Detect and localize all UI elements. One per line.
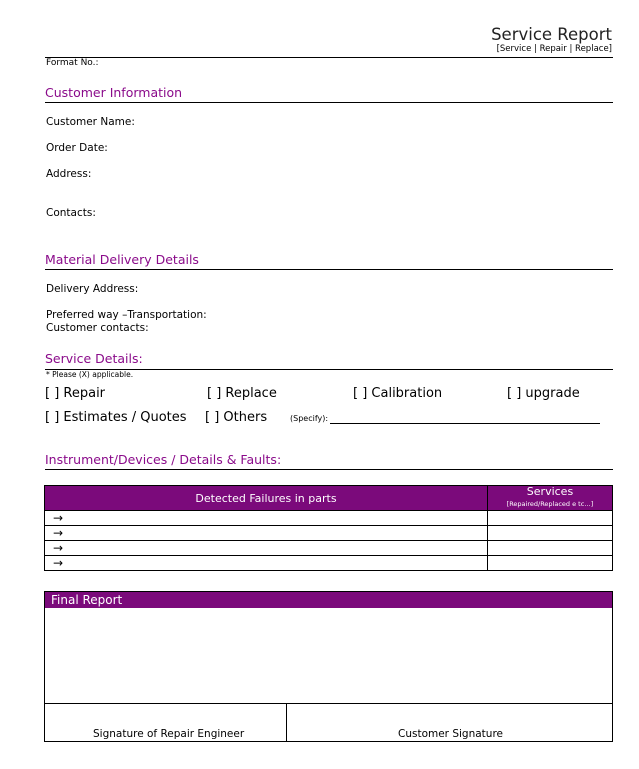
arrow-icon: →: [45, 511, 488, 526]
option-upgrade[interactable]: [ ] upgrade: [507, 386, 580, 401]
delivery-divider: [45, 269, 613, 270]
service-cell[interactable]: [488, 526, 613, 541]
arrow-icon: →: [45, 556, 488, 571]
preferred-transport-label: Preferred way –Transportation:: [46, 309, 207, 321]
table-row[interactable]: [45, 556, 613, 571]
failures-table: [44, 485, 613, 571]
contacts-label: Contacts:: [46, 207, 96, 219]
option-calibration[interactable]: [ ] Calibration: [353, 386, 443, 401]
specify-line[interactable]: [330, 423, 600, 424]
failures-header: Detected Failures in parts: [45, 486, 488, 511]
services-header-label: Services: [526, 485, 574, 498]
service-note: * Please (X) applicable.: [46, 370, 134, 379]
customer-signature-label: Customer Signature: [398, 728, 503, 740]
engineer-signature-label: Signature of Repair Engineer: [93, 728, 245, 740]
arrow-icon: →: [45, 541, 488, 556]
customer-info-heading: Customer Information: [45, 85, 183, 100]
option-repair[interactable]: [ ] Repair: [45, 386, 106, 401]
table-row[interactable]: [45, 511, 613, 526]
service-cell[interactable]: [488, 541, 613, 556]
services-header: [488, 486, 613, 511]
final-report-heading: Final Report: [45, 592, 612, 608]
option-replace[interactable]: [ ] Replace: [207, 386, 277, 401]
option-estimates[interactable]: [ ] Estimates / Quotes: [45, 410, 187, 425]
customer-info-divider: [45, 102, 613, 103]
order-date-label: Order Date:: [46, 142, 108, 154]
page-subtitle: [Service | Repair | Replace]: [496, 44, 612, 54]
specify-label: (Specify):: [290, 414, 329, 423]
signature-column-divider: [286, 703, 287, 741]
final-report-box[interactable]: [44, 591, 613, 742]
instrument-divider: [45, 469, 613, 470]
header-divider: [45, 57, 613, 58]
service-cell[interactable]: [488, 556, 613, 571]
address-label: Address:: [46, 168, 92, 180]
services-header-sub: [Repaired/Replaced e tc…]: [506, 500, 594, 508]
customer-name-label: Customer Name:: [46, 116, 135, 128]
table-row[interactable]: [45, 526, 613, 541]
option-others[interactable]: [ ] Others: [205, 410, 268, 425]
signature-divider: [45, 703, 612, 704]
delivery-address-label: Delivery Address:: [46, 283, 139, 295]
service-heading: Service Details:: [45, 351, 143, 366]
table-row[interactable]: [45, 541, 613, 556]
customer-contacts-label: Customer contacts:: [46, 322, 149, 334]
service-cell[interactable]: [488, 511, 613, 526]
instrument-heading: Instrument/Devices / Details & Faults:: [45, 452, 282, 467]
delivery-heading: Material Delivery Details: [45, 252, 199, 267]
page-title: Service Report: [491, 25, 612, 44]
arrow-icon: →: [45, 526, 488, 541]
format-no-label: Format No.:: [46, 58, 99, 68]
